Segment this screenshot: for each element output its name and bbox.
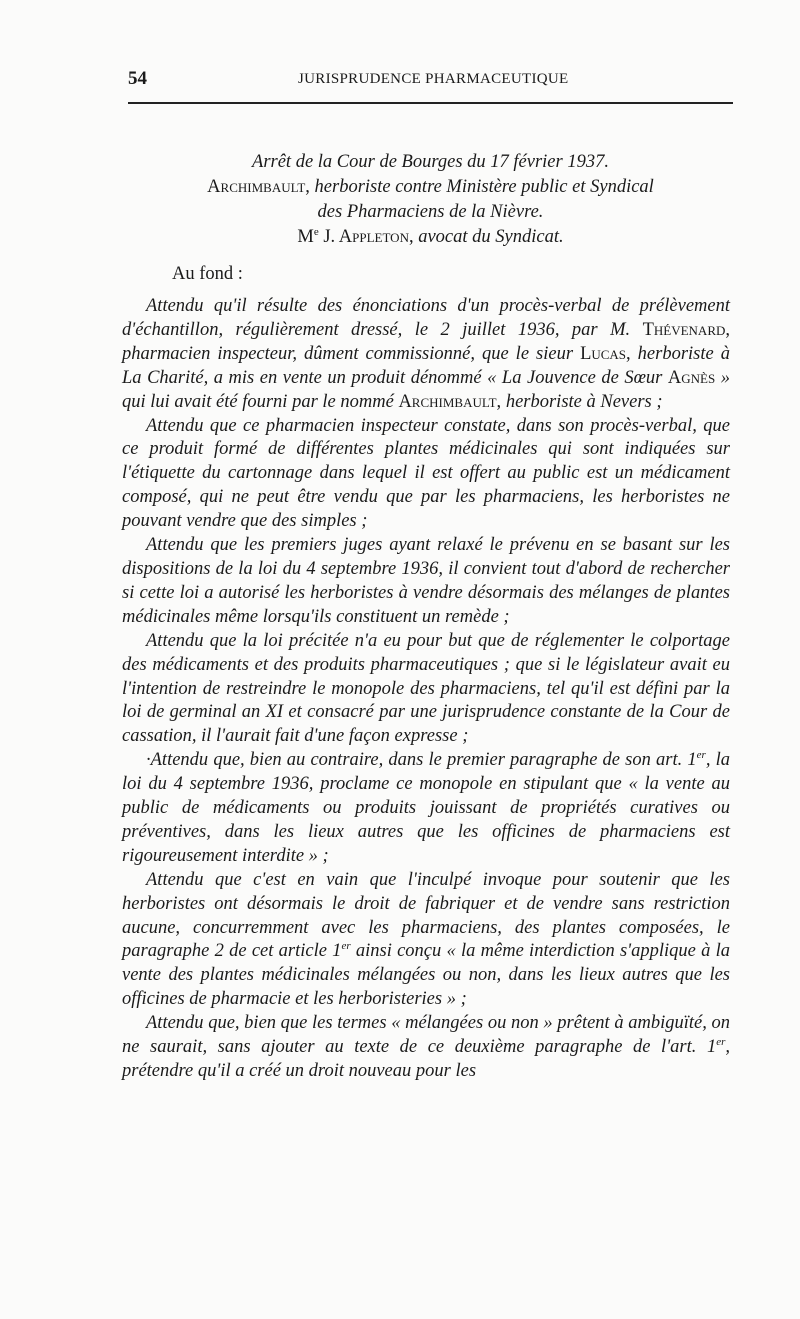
counsel-name: J. Appleton, [318,227,414,247]
paragraph-5: ·Attendu que, bien au contraire, dans le premier paragraphe de son art. 1er, la loi du 4 septembre 1936, proclame ce monopole en stipulant que « la vente au public de médicaments ou produits jouissant de propriétés curatives ou préventives, dans les lieux autres que les officines de pharmaciens est rigoureusement interdite » ; [122,749,730,866]
paragraph-2: Attendu que ce pharmacien inspecteur constate, dans son procès-verbal, que ce produit formé de différentes plantes médicinales qui sont indiquées sur l'étiquette du cartonnage dans lequel il est offert au public est un médicament composé, qui ne peut être vendu que par les pharmaciens, les herboristes ne pouvant vendre que des simples ; [122,415,730,532]
running-title: JURISPRUDENCE PHARMACEUTIQUE [298,71,569,87]
paragraph-4: Attendu que la loi précitée n'a eu pour but que de réglementer le colportage des médicaments et des produits pharmaceutiques ; que si le législateur avait eu l'intention de restreindre le monopole des pharmaciens, tel qu'il est défini par la loi de germinal an XI et consacré par une jurisprudence constante de la Cour de cassation, il l'aurait fait d'une façon expresse ; [122,630,730,747]
paragraph-6: Attendu que c'est en vain que l'inculpé invoque pour soutenir que les herboristes ont désormais le droit de fabriquer et de vendre sans restriction aucune, concurremment avec les pharmaciens, des plantes composées, le paragraphe 2 de cet article 1er ainsi conçu « la même interdiction s'applique à la vente des plantes médicinales mélangées ou non, dans les lieux autres que les officines de pharmacie et les herboristeries » ; [122,869,730,1010]
page-number: 54 [128,68,147,89]
paragraph-7: Attendu que, bien que les termes « mélangées ou non » prêtent à ambiguïté, on ne saurait, sans ajouter au texte de ce deuxième paragraphe de l'art. 1er, prétendre qu'il a créé un droit nouveau pour les [122,1013,730,1081]
party-name: Archimbault, [207,177,310,197]
caption-line-parties: Archimbault, herboriste contre Ministère public et Syndical [207,177,654,197]
caption-line-court: Arrêt de la Cour de Bourges du 17 février 1937. [252,152,609,172]
judgment-body [122,295,730,1084]
paragraph-1: Attendu qu'il résulte des énonciations d'un procès-verbal de prélèvement d'échantillon, régulièrement dressé, le 2 juillet 1936, par M. Thévenard, pharmacien inspecteur, dûment commissionné, que le sieur Lucas, herboriste à La Charité, a mis en vente un produit dénommé « La Jouvence de Sœur Agnès » qui lui avait été fourni par le nommé Archimbault, herboriste à Nevers ; [122,296,730,412]
paragraph-3: Attendu que les premiers juges ayant relaxé le prévenu en se basant sur les dispositions de la loi du 4 septembre 1936, il convient tout d'abord de rechercher si cette loi a autorisé les herboristes à vendre désormais des mélanges de plantes médicinales même lorsqu'ils constituent un remède ; [122,535,730,627]
page-header [128,68,733,94]
header-rule [128,102,733,104]
caption-line-counsel: Me J. Appleton, avocat du Syndicat. [297,225,564,247]
caption-line-syndicate: des Pharmaciens de la Nièvre. [317,202,544,222]
section-heading: Au fond : [172,264,243,284]
case-caption [128,150,733,250]
